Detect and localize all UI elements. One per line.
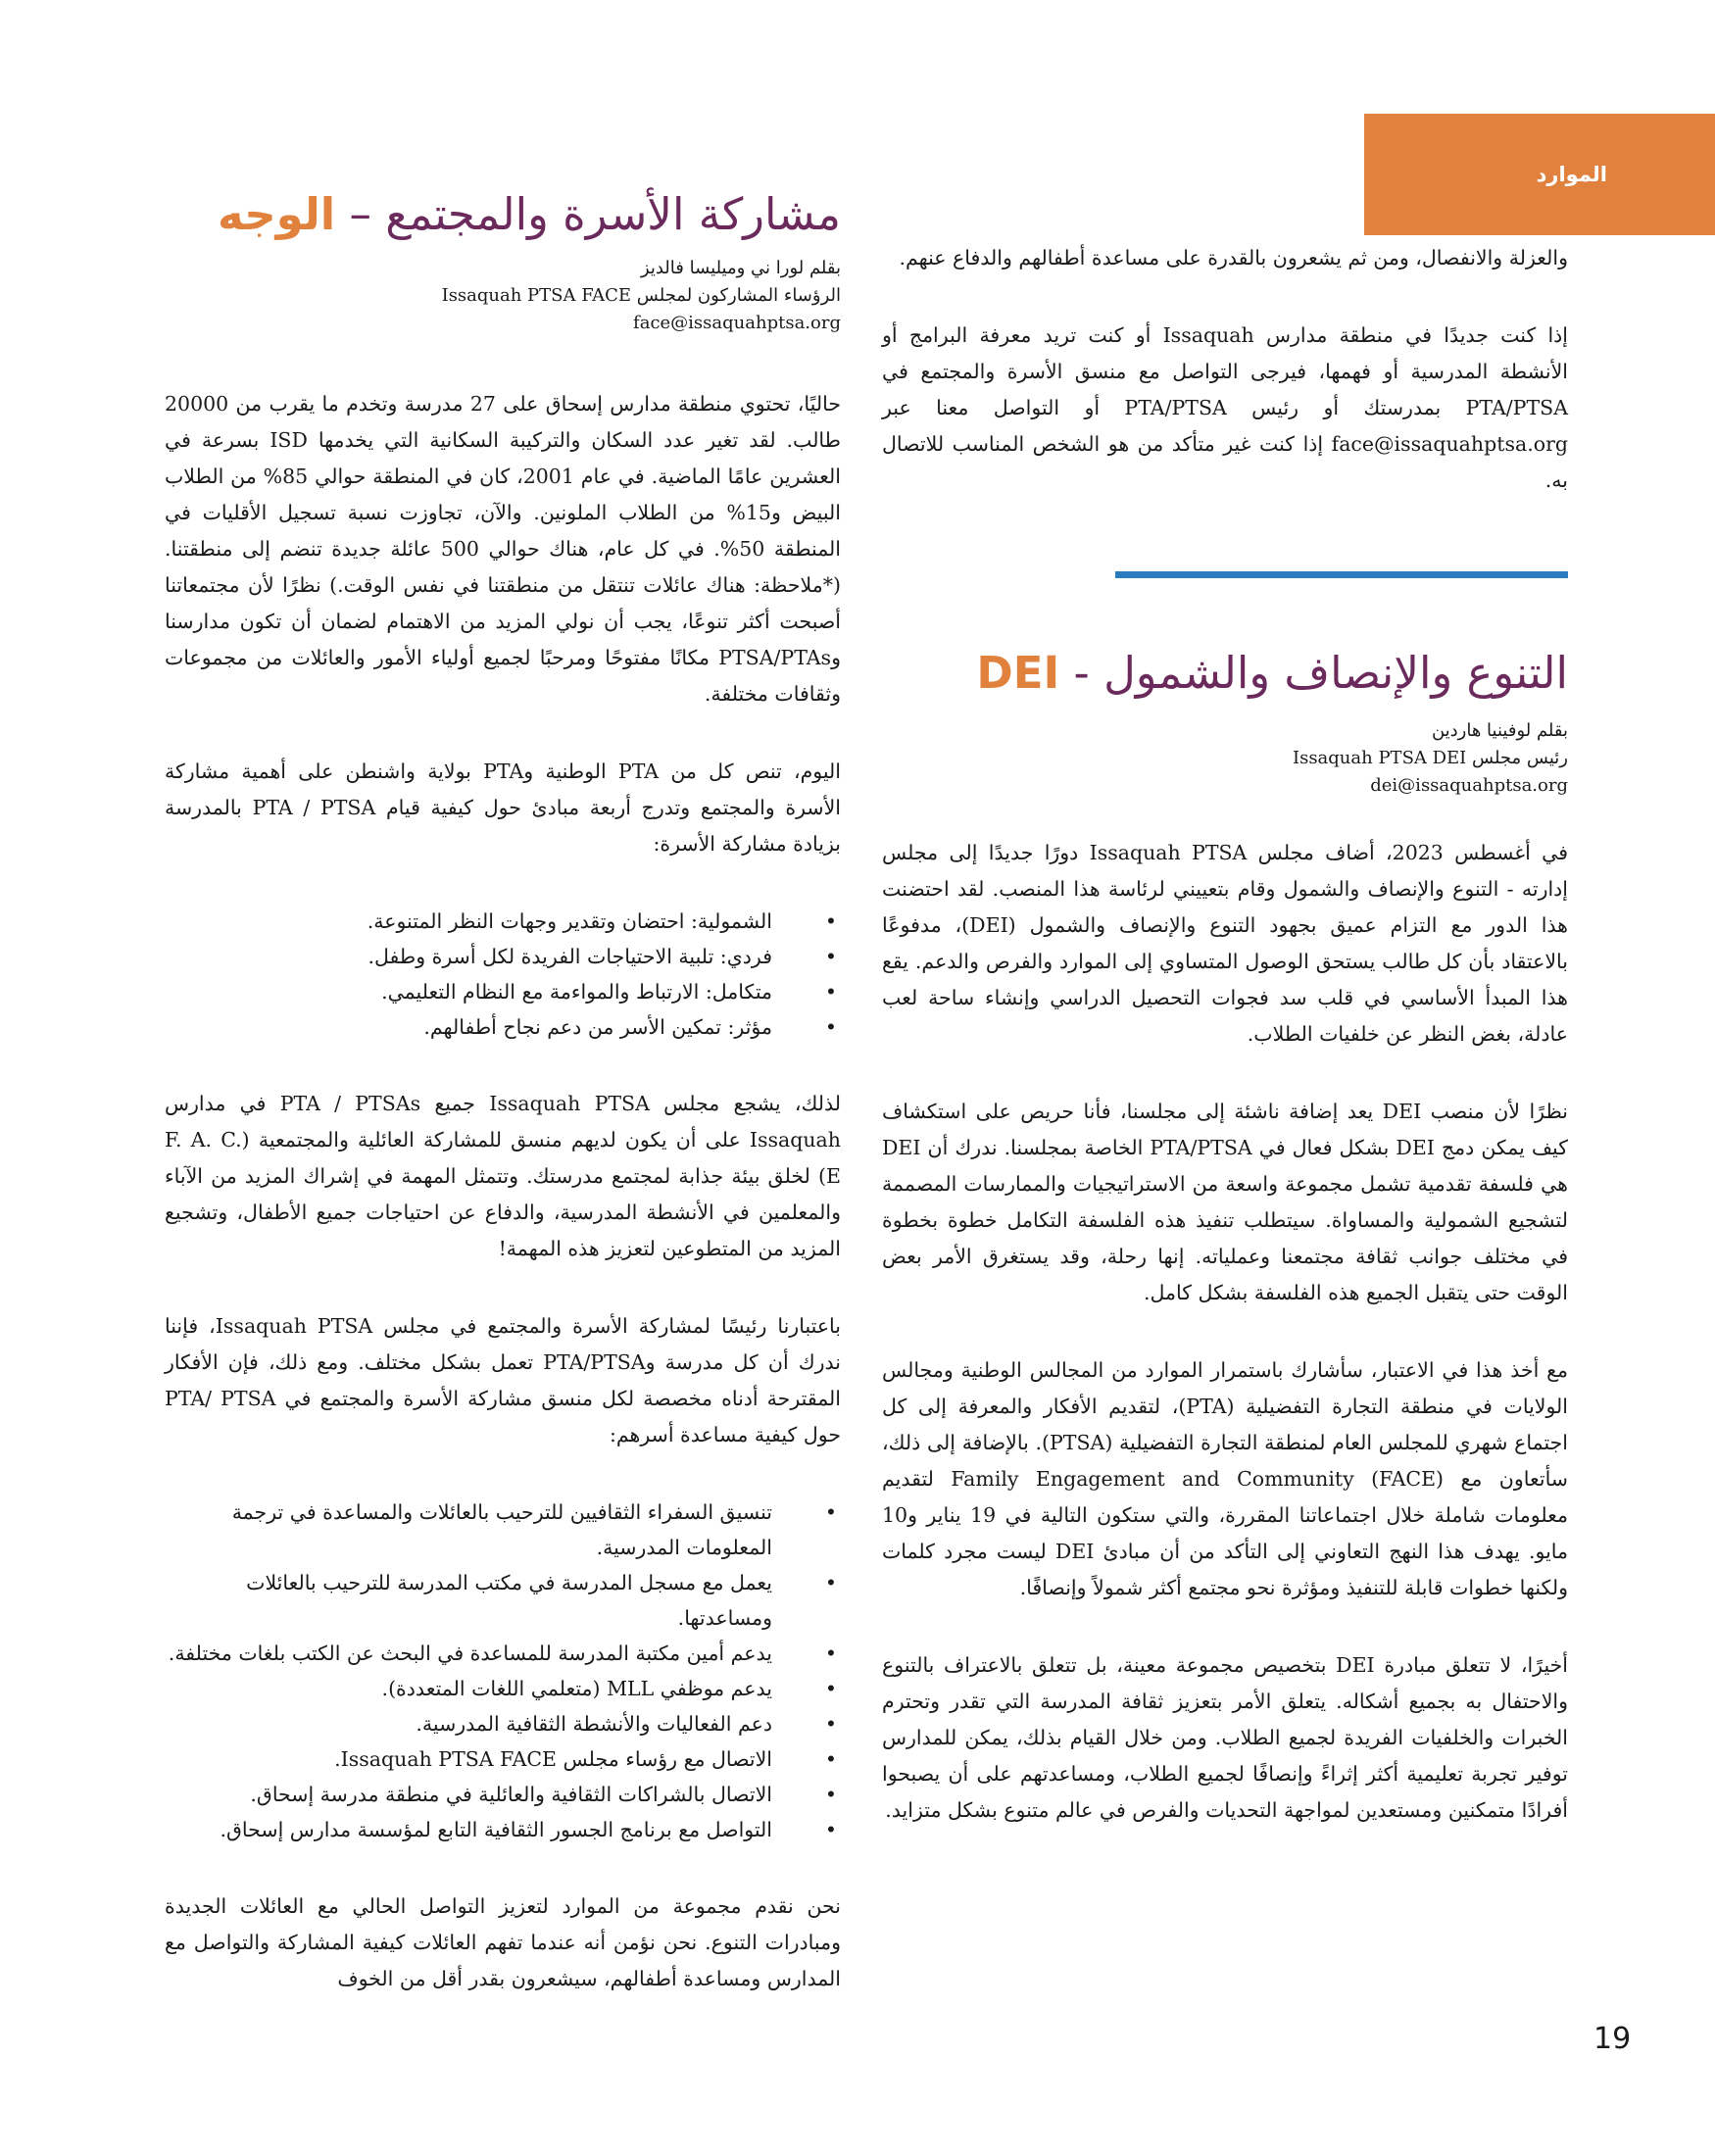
dei-article — [882, 647, 1568, 1870]
right-column-top — [882, 240, 1568, 540]
dei-paragraph-2: نظرًا لأن منصب DEI يعد إضافة ناشئة إلى مجلسنا، فأنا حريص على استكشاف كيف يمكن دمج DEI بشكل فعال في PTA/PTSA الخاصة بمجلسنا. ندرك أن DEI هي فلسفة تقدمية تشمل مجموعة واسعة من الاستراتيجيات والممارسات المصممة لتشجيع الشمولية والمساواة. سيتطلب تنفيذ هذه الفلسفة التكامل خطوة بخطوة في مختلف جوانب ثقافة مجتمعنا وعملياته. إنها رحلة، وقد يستغرق الأمر بعض الوقت حتى يتقبل الجميع هذه الفلسفة بشكل كامل. — [882, 1099, 1569, 1304]
list-item: • الاتصال مع رؤساء مجلس Issaquah PTSA FACE. — [165, 1741, 802, 1777]
dei-title-accent: DEI — [976, 647, 1060, 699]
page-number: 19 — [1593, 2022, 1632, 2056]
section-tab — [1364, 114, 1715, 235]
face-author: بقلم لورا ني وميليسا فالديز — [640, 258, 841, 278]
list-item: • يعمل مع مسجل المدرسة في مكتب المدرسة للترحيب بالعائلات ومساعدتها. — [165, 1565, 802, 1636]
section-label: الموارد — [1536, 163, 1607, 186]
face-title-accent: الوجه — [217, 188, 336, 240]
face-title-text: مشاركة الأسرة والمجتمع – — [335, 188, 841, 240]
list-item: • فردي: تلبية الاحتياجات الفريدة لكل أسرة وطفل. — [165, 939, 802, 974]
face-paragraph-4: باعتبارنا رئيسًا لمشاركة الأسرة والمجتمع في مجلس Issaquah PTSA، فإننا ندرك أن كل مدرسة وPTA/PTSA تعمل بشكل مختلف. ومع ذلك، فإن الأفكار المقترحة أدناه مخصصة لكل منسق مشاركة الأسرة والمجتمع في PTA/ PTSA حول كيفية مساعدة أسرهم: — [165, 1313, 842, 1446]
dei-author-role: رئيس مجلس Issaquah PTSA DEI — [1292, 747, 1568, 768]
face-paragraph-1: حاليًا، تحتوي منطقة مدارس إسحاق على 27 مدرسة وتخدم ما يقرب من 20000 طالب. لقد تغير عدد السكان والتركيبة السكانية التي يخدمها ISD بسرعة في العشرين عامًا الماضية. في عام 2001، كان في المنطقة حوالي 85% من الطلاب البيض و15% من الطلاب الملونين. والآن، تجاوزت نسبة تسجيل الأقليات في المنطقة 50%. في كل عام، هناك حوالي 500 عائلة جديدة تنضم إلى منطقتنا. (*ملاحظة: هناك عائلات تنتقل من منطقتنا في نفس الوقت.) نظرًا لأن مجتمعاتنا أصبحت أكثر تنوعًا، يجب أن نولي المزيد من الاهتمام لضمان أن تكون مدارسنا وPTSA/PTAs مكانًا مفتوحًا ومرحبًا لجميع أولياء الأمور والعائلات من مجموعات وثقافات مختلفة. — [165, 391, 841, 706]
list-item: • يدعم أمين مكتبة المدرسة للمساعدة في البحث عن الكتب بلغات مختلفة. — [165, 1636, 802, 1671]
dei-title-text: التنوع والإنصاف والشمول - — [1059, 647, 1568, 699]
list-item: • يدعم موظفي MLL (متعلمي اللغات المتعددة). — [165, 1671, 802, 1706]
face-paragraph-2: اليوم، تنص كل من PTA الوطنية وPTA بولاية واشنطن على أهمية مشاركة الأسرة والمجتمع وتدرج أربعة مبادئ حول كيفية قيام PTA / PTSA بالمدرسة بزيادة مشاركة الأسرة: — [165, 759, 841, 856]
dei-paragraph-1: في أغسطس 2023، أضاف مجلس Issaquah PTSA دورًا جديدًا إلى مجلس إدارته - التنوع والإنصاف والشمول وقام بتعييني لرئاسة هذا المنصب. لقد احتضنت هذا الدور مع التزام عميق بجهود التنوع والإنصاف والشمول (DEI)، مدفوعًا بالاعتقاد بأن كل طالب يستحق الوصول المتساوي إلى الموارد والفرص والدعم. يقع هذا المبدأ الأساسي في قلب سد فجوات التحصيل الدراسي وإنشاء ساحة لعب عادلة، بغض النظر عن خلفيات الطلاب. — [882, 840, 1569, 1046]
list-item: • تنسيق السفراء الثقافيين للترحيب بالعائلات والمساعدة في ترجمة المعلومات المدرسية. — [165, 1494, 802, 1565]
dei-author: بقلم لوفينيا هاردين — [1431, 720, 1568, 741]
list-item: • التواصل مع برنامج الجسور الثقافية التابع لمؤسسة مدارس إسحاق. — [165, 1812, 802, 1847]
ideas-list — [165, 1494, 841, 1847]
face-byline — [165, 255, 841, 337]
contact-paragraph: إذا كنت جديدًا في منطقة مدارس Issaquah أو كنت تريد معرفة البرامج أو الأنشطة المدرسية أو فهمها، فيرجى التواصل مع منسق الأسرة والمجتمع في PTA/PTSA بمدرستك أو رئيس PTA/PTSA أو التواصل معنا عبر face@issaquahptsa.org إذا كنت غير متأكد من هو الشخص المناسب للاتصال به. — [882, 323, 1568, 492]
face-email[interactable]: face@issaquahptsa.org — [633, 312, 841, 333]
list-item: • متكامل: الارتباط والمواءمة مع النظام التعليمي. — [165, 974, 802, 1009]
face-article-title — [165, 188, 841, 241]
dei-byline — [882, 717, 1568, 800]
face-article — [165, 188, 841, 2038]
dei-paragraph-4: أخيرًا، لا تتعلق مبادرة DEI بتخصيص مجموعة معينة، بل تتعلق بالاعتراف بالتنوع والاحتفال به بجميع أشكاله. يتعلق الأمر بتعزيز ثقافة المدرسة التي تقدر وتحترم الخبرات والخلفيات الفريدة لجميع الطلاب. ومن خلال القيام بذلك، يمكن للمدارس توفير تجربة تعليمية أكثر إثراءً وإنصافًا لجميع الطلاب، ومساعدتهم على أن يصبحوا أفرادًا متمكنين ومستعدين لمواجهة التحديات والفرص في عالم متنوع بشكل متزايد. — [882, 1652, 1569, 1822]
list-item: • دعم الفعاليات والأنشطة الثقافية المدرسية. — [165, 1706, 802, 1741]
list-item: • الشمولية: احتضان وتقدير وجهات النظر المتنوعة. — [165, 904, 802, 939]
continued-paragraph: والعزلة والانفصال، ومن ثم يشعرون بالقدرة على مساعدة أطفالهم والدفاع عنهم. — [899, 246, 1568, 270]
principles-list — [165, 904, 841, 1045]
face-paragraph-3: لذلك، يشجع مجلس Issaquah PTSA جميع PTA / PTSAs في مدارس Issaquah على أن يكون لديهم منسق للمشاركة العائلية والمجتمعية (F. A. C. E) لخلق بيئة جذابة لمجتمع مدرستك. وتتمثل المهمة في إشراك المزيد من الآباء والمعلمين في الأنشطة المدرسية، والدفاع عن احتياجات جميع الأطفال، وتشجيع المزيد من المتطوعين لتعزيز هذه المهمة! — [165, 1091, 842, 1260]
dei-paragraph-3: مع أخذ هذا في الاعتبار، سأشارك باستمرار الموارد من المجالس الوطنية ومجالس الولايات في منطقة التجارة التفضيلية (PTA)، لتقديم الأفكار والمعرفة إلى كل اجتماع شهري للمجلس العام لمنطقة التجارة التفضيلية (PTSA). بالإضافة إلى ذلك، سأتعاون مع Family Engagement and Community (FACE) لتقديم معلومات شاملة خلال اجتماعاتنا المقررة، والتي ستكون التالية في 19 يناير و10 مايو. يهدف هذا النهج التعاوني إلى التأكد من أن مبادئ DEI ليست مجرد كلمات ولكنها خطوات قابلة للتنفيذ ومؤثرة نحو مجتمع أكثر شمولاً وإنصافًا. — [882, 1357, 1569, 1599]
section-divider — [1115, 571, 1568, 578]
list-item: • الاتصال بالشراكات الثقافية والعائلية في منطقة مدرسة إسحاق. — [165, 1777, 802, 1812]
face-paragraph-5: نحن نقدم مجموعة من الموارد لتعزيز التواصل الحالي مع العائلات الجديدة ومبادرات التنوع. نحن نؤمن أنه عندما تفهم العائلات كيفية المشاركة والتواصل مع المدارس ومساعدة أطفالهم، سيشعرون بقدر أقل من الخوف — [165, 1893, 841, 1990]
dei-email[interactable]: dei@issaquahptsa.org — [1370, 774, 1568, 796]
list-item: • مؤثر: تمكين الأسر من دعم نجاح أطفالهم. — [165, 1009, 802, 1045]
dei-article-title — [882, 647, 1568, 700]
face-author-role: الرؤساء المشاركون لمجلس Issaquah PTSA FACE — [441, 284, 841, 306]
